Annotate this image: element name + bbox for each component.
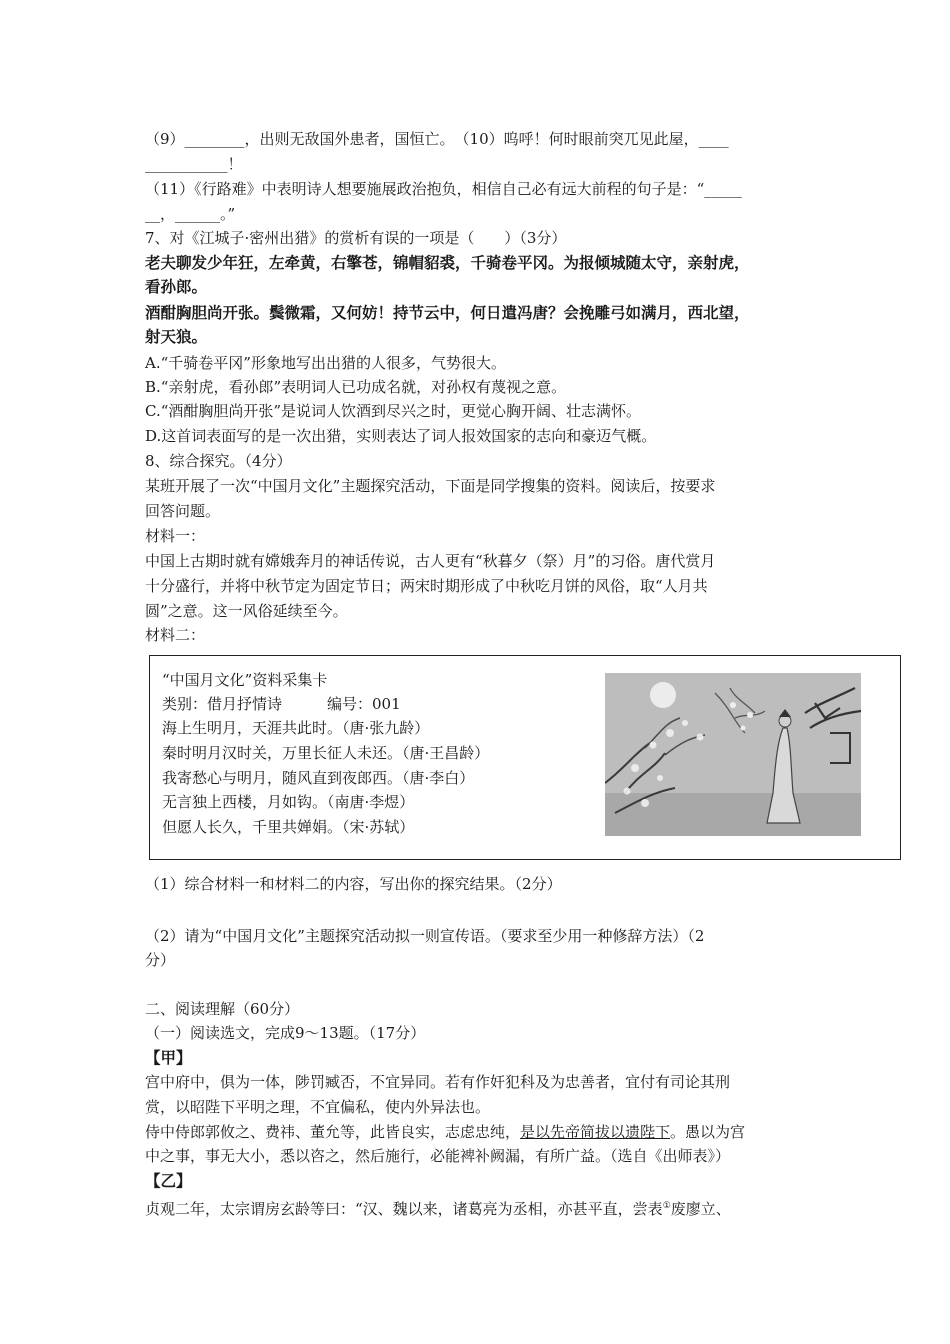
material-1-text: 中国上古期时就有嫦娥奔月的神话传说，古人更有“秋暮夕（祭）月”的习俗。唐代赏月 bbox=[145, 552, 716, 570]
moon-icon bbox=[650, 682, 676, 708]
option-d: D.这首词表面写的是一次出猎，实则表达了词人报效国家的志向和豪迈气概。 bbox=[145, 427, 657, 445]
section-2-title: 二、阅读理解（60分） bbox=[145, 1000, 300, 1018]
passage-yi-text-part: 贞观二年，太宗谓房玄龄等曰：“汉、魏以来，诸葛亮为丞相，亦甚平直，尝表 bbox=[145, 1200, 663, 1218]
passage-jia-text-part: 侍中侍郎郭攸之、费祎、董允等，此皆良实，志虑忠纯， bbox=[145, 1123, 521, 1141]
question-11-line1: （11）《行路难》中表明诗人想要施展政治抱负，相信自己必有远大前程的句子是：“_____ bbox=[145, 180, 742, 198]
moon-painting-image bbox=[605, 673, 861, 836]
question-8-intro: 回答问题。 bbox=[145, 502, 221, 520]
material-1-text: 圆”之意。这一风俗延续至今。 bbox=[145, 602, 348, 620]
card-title: “中国月文化”资料采集卡 bbox=[162, 671, 328, 689]
moon-painting-illustration bbox=[605, 673, 861, 836]
card-poem-line: 但愿人长久，千里共婵娟。（宋·苏轼） bbox=[162, 818, 415, 836]
passage-yi-label: 【乙】 bbox=[145, 1172, 192, 1190]
material-collection-card bbox=[149, 655, 901, 860]
material-1-label: 材料一： bbox=[145, 527, 206, 545]
poem-line: 看孙郎。 bbox=[145, 278, 208, 296]
option-a: A.“千骑卷平冈”形象地写出出猎的人很多，气势很大。 bbox=[145, 354, 506, 372]
question-8-sub1: （1）综合材料一和材料二的内容，写出你的探究结果。（2分） bbox=[145, 875, 562, 893]
option-b: B.“亲射虎，看孙郎”表明词人已功成名就，对孙权有蔑视之意。 bbox=[145, 378, 567, 396]
card-category: 类别：借月抒情诗 编号：001 bbox=[162, 695, 401, 713]
footnote-marker: ① bbox=[662, 1201, 671, 1211]
section-2-part1: （一）阅读选文，完成9～13题。（17分） bbox=[145, 1024, 426, 1042]
question-8-sub2-line2: 分） bbox=[145, 951, 176, 969]
question-7-stem: 7、对《江城子·密州出猎》的赏析有误的一项是（ ）（3分） bbox=[145, 229, 567, 247]
question-9-10-line1: （9）________，出则无敌国外患者，国恒亡。 （10）呜呼！何时眼前突兀见此屋，____ bbox=[145, 130, 729, 148]
passage-jia-text: 宫中府中，俱为一体，陟罚臧否，不宜异同。若有作奸犯科及为忠善者，宜付有司论其刑 bbox=[145, 1073, 731, 1091]
poem-line: 老夫聊发少年狂，左牵黄，右擎苍，锦帽貂裘，千骑卷平冈。为报倾城随太守，亲射虎， bbox=[145, 254, 750, 272]
question-9-10-line2: ___________！ bbox=[145, 155, 243, 173]
material-1-text: 十分盛行，并将中秋节定为固定节日；两宋时期形成了中秋吃月饼的风俗，取“人月共 bbox=[145, 577, 708, 595]
underlined-sentence: 是以先帝简拔以遗陛下 bbox=[520, 1123, 671, 1141]
passage-jia-text-part: 。愚以为宫 bbox=[670, 1123, 746, 1141]
passage-jia-text: 赏，以昭陛下平明之理，不宜偏私，使内外异法也。 bbox=[145, 1098, 491, 1116]
card-poem-line: 海上生明月，天涯共此时。（唐·张九龄） bbox=[162, 719, 430, 737]
passage-yi-text-part: 废廖立、 bbox=[670, 1200, 731, 1218]
question-8-intro: 某班开展了一次“中国月文化”主题探究活动，下面是同学搜集的资料。阅读后，按要求 bbox=[145, 477, 716, 495]
option-c: C.“酒酣胸胆尚开张”是说词人饮酒到尽兴之时，更觉心胸开阔、壮志满怀。 bbox=[145, 402, 642, 420]
question-11-line2: __，______。” bbox=[145, 205, 236, 223]
card-poem-line: 秦时明月汉时关，万里长征人未还。（唐·王昌龄） bbox=[162, 744, 490, 762]
card-poem-line: 无言独上西楼，月如钩。（南唐·李煜） bbox=[162, 793, 415, 811]
passage-yi-text bbox=[145, 1195, 731, 1220]
passage-jia-text: 中之事，事无大小，悉以咨之，然后施行，必能裨补阙漏，有所广益。（选自《出师表》） bbox=[145, 1147, 731, 1165]
passage-jia-text bbox=[145, 1121, 745, 1143]
passage-jia-label: 【甲】 bbox=[145, 1049, 192, 1067]
question-8-stem: 8、综合探究。（4分） bbox=[145, 452, 292, 470]
poem-line: 射天狼。 bbox=[145, 328, 208, 346]
poem-line: 酒酣胸胆尚开张。鬓微霜，又何妨！持节云中，何日遣冯唐？会挽雕弓如满月，西北望， bbox=[145, 304, 750, 322]
question-8-sub2-line1: （2）请为“中国月文化”主题探究活动拟一则宣传语。（要求至少用一种修辞方法）（2 bbox=[145, 927, 705, 945]
card-poem-line: 我寄愁心与明月，随风直到夜郎西。（唐·李白） bbox=[162, 769, 475, 787]
material-2-label: 材料二： bbox=[145, 626, 206, 644]
